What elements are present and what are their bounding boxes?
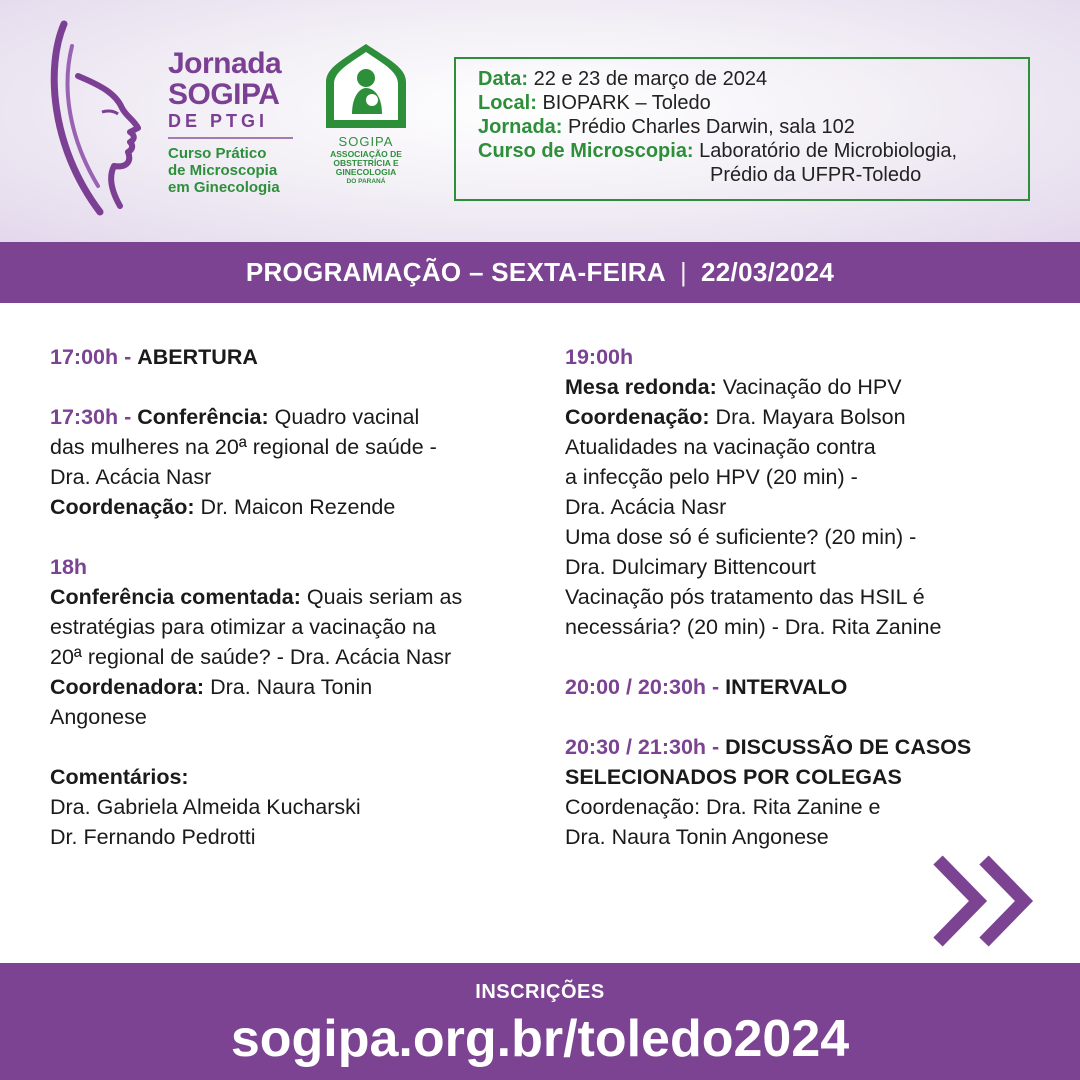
brand-subtitle-1: Curso Prático (168, 145, 267, 162)
item-time: 18h (50, 555, 88, 579)
info-location-value: BIOPARK – Toledo (542, 92, 711, 114)
sogipa-seal-logo (322, 42, 410, 192)
item-text: Dr. Maicon Rezende (200, 495, 396, 519)
schedule-right-column (565, 342, 1035, 882)
item-text: Atualidades na vacinação contra (565, 435, 876, 459)
info-jornada-label: Jornada: (478, 116, 563, 138)
info-date (478, 67, 1028, 91)
item-label: Coordenação: (50, 495, 195, 519)
item-title: SELECIONADOS POR COLEGAS (565, 765, 902, 789)
item-text: 20ª regional de saúde? - Dra. Acácia Nasr (50, 645, 452, 669)
brand-line-3: DE PTGI (168, 111, 269, 131)
item-text: Dra. Mayara Bolson (715, 405, 906, 429)
item-text: Coordenação: Dra. Rita Zanine e (565, 795, 881, 819)
item-text: Dra. Naura Tonin Angonese (565, 825, 829, 849)
seal-shield-icon (322, 42, 410, 134)
item-label: Mesa redonda: (565, 375, 717, 399)
item-label: Coordenação: (565, 405, 710, 429)
item-text: Vacinação pós tratamento das HSIL é (565, 585, 925, 609)
brand-line-2: SOGIPA (168, 78, 280, 111)
info-date-label: Data: (478, 68, 529, 90)
info-course-value-2: Prédio da UFPR-Toledo (710, 164, 922, 186)
seal-sub-line: GINECOLOGIA (335, 167, 397, 177)
header (0, 0, 1080, 242)
item-text: Dr. Fernando Pedrotti (50, 825, 256, 849)
item-title: ABERTURA (137, 345, 258, 369)
item-label: Conferência comentada: (50, 585, 301, 609)
item-text: Dra. Dulcimary Bittencourt (565, 555, 816, 579)
registration-url-link[interactable]: sogipa.org.br/toledo2024 (230, 1010, 850, 1068)
item-text: Dra. Gabriela Almeida Kucharski (50, 795, 361, 819)
woman-profile-logo (42, 16, 162, 216)
banner-title: PROGRAMAÇÃO – SEXTA-FEIRA (245, 257, 666, 287)
item-label: Coordenadora: (50, 675, 205, 699)
item-text: necessária? (20 min) - Dra. Rita Zanine (565, 615, 942, 639)
schedule-item (565, 732, 1035, 852)
info-location (478, 91, 1028, 115)
schedule-item (565, 342, 1035, 642)
item-text: Vacinação do HPV (722, 375, 902, 399)
item-text: Quadro vacinal (274, 405, 420, 429)
seal-sub-line: DO PARANÁ (346, 178, 386, 185)
item-time: 19:00h (565, 345, 634, 369)
banner-separator: | (679, 257, 688, 287)
item-text: Dra. Acácia Nasr (565, 495, 727, 519)
info-course (478, 139, 1028, 163)
info-location-label: Local: (478, 92, 537, 114)
item-text: Angonese (50, 705, 147, 729)
item-label: Conferência: (137, 405, 269, 429)
brand-divider (168, 137, 293, 139)
item-text: das mulheres na 20ª regional de saúde - (50, 435, 437, 459)
seal-subtitle (322, 150, 410, 186)
banner-date: 22/03/2024 (701, 257, 835, 287)
brand-subtitle-2: de Microscopia (168, 162, 278, 179)
item-time: 20:00 / 20:30h - (565, 675, 720, 699)
item-text: estratégias para otimizar a vacinação na (50, 615, 437, 639)
info-course-value: Laboratório de Microbiologia, (699, 140, 958, 162)
seal-name: SOGIPA (338, 134, 394, 149)
item-label: Comentários: (50, 765, 189, 789)
seal-sub-line: ASSOCIAÇÃO DE (330, 149, 402, 159)
schedule-item (50, 342, 520, 372)
item-time: 20:30 / 21:30h - (565, 735, 720, 759)
item-title: DISCUSSÃO DE CASOS (725, 735, 972, 759)
info-course-label: Curso de Microscopia: (478, 140, 694, 162)
item-text: Uma dose só é suficiente? (20 min) - (565, 525, 917, 549)
seal-sub-line: OBSTETRÍCIA E (333, 158, 399, 168)
event-info-box (454, 57, 1030, 201)
schedule-left-column (50, 342, 520, 882)
item-text: Dra. Acácia Nasr (50, 465, 212, 489)
brand-subtitle-3: em Ginecologia (168, 179, 280, 196)
schedule-item (50, 402, 520, 522)
double-chevron-right-icon[interactable] (930, 852, 1035, 950)
footer (0, 963, 1080, 1080)
item-title: INTERVALO (725, 675, 848, 699)
registration-label: INSCRIÇÕES (475, 981, 605, 1003)
program-banner (0, 242, 1080, 303)
schedule-item (50, 762, 520, 852)
item-time: 17:00h - (50, 345, 132, 369)
brand-line-1: Jornada (168, 47, 282, 80)
item-time: 17:30h - (50, 405, 132, 429)
schedule-item (50, 552, 520, 732)
info-jornada (478, 115, 1028, 139)
item-text: a infecção pelo HPV (20 min) - (565, 465, 858, 489)
event-brand (168, 48, 298, 196)
schedule-item (565, 672, 1035, 702)
item-text: Dra. Naura Tonin (210, 675, 373, 699)
item-text: Quais seriam as (306, 585, 463, 609)
info-date-value: 22 e 23 de março de 2024 (533, 68, 768, 90)
info-jornada-value: Prédio Charles Darwin, sala 102 (568, 116, 855, 138)
